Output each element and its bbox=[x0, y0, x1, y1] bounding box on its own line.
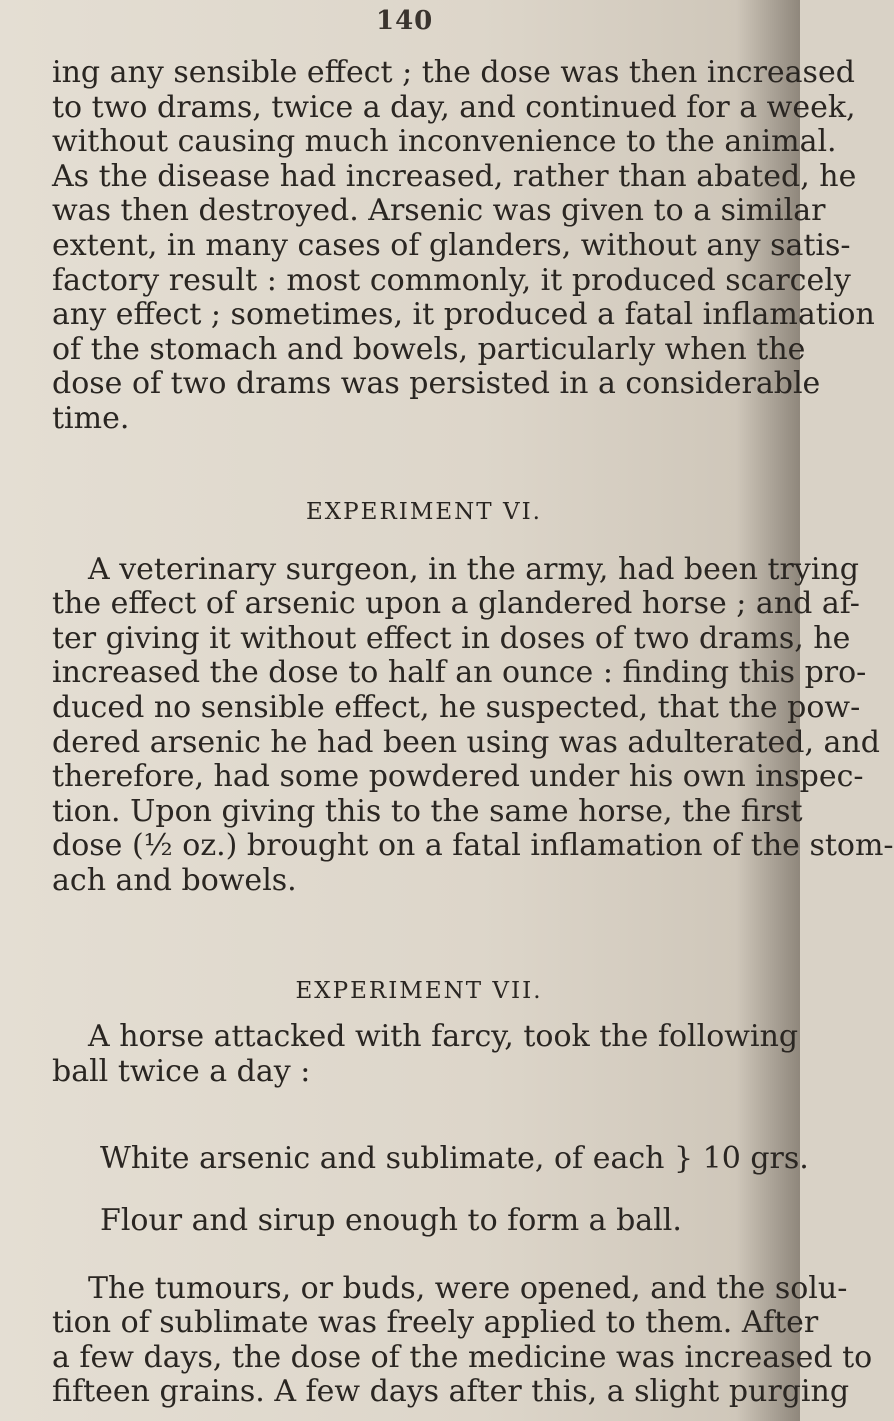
paragraph-experiment-vi bbox=[52, 551, 894, 899]
text-line: The tumours, or buds, were opened, and the solu- bbox=[88, 1270, 848, 1306]
text-line: any effect ; sometimes, it produced a fatal inflamation bbox=[52, 297, 875, 333]
text-line: fifteen grains. A few days after this, a slight purging bbox=[52, 1374, 850, 1410]
text-line: ach and bowels. bbox=[52, 862, 297, 898]
paragraph-treatment bbox=[52, 1270, 873, 1410]
recipe-block bbox=[100, 1140, 809, 1238]
heading-experiment-vii: EXPERIMENT VII. bbox=[295, 978, 543, 1005]
paragraph-continuation bbox=[52, 55, 875, 437]
text-line: factory result : most commonly, it produced scarcely bbox=[52, 262, 851, 298]
text-line: dose of two drams was persisted in a considerable bbox=[52, 366, 821, 402]
text-line: of the stomach and bowels, particularly when the bbox=[52, 331, 806, 367]
text-line: dose (½ oz.) brought on a fatal inflamation of the stom- bbox=[52, 828, 894, 864]
text-line: was then destroyed. Arsenic was given to a similar bbox=[52, 193, 826, 229]
text-line: tion. Upon giving this to the same horse, the first bbox=[52, 793, 803, 829]
text-line: ball twice a day : bbox=[52, 1054, 311, 1090]
text-line: to two drams, twice a day, and continued for a week, bbox=[52, 89, 856, 125]
text-line: the effect of arsenic upon a glandered horse ; and af- bbox=[52, 586, 860, 622]
text-line: therefore, had some powdered under his own inspec- bbox=[52, 759, 864, 795]
text-line: increased the dose to half an ounce : finding this pro- bbox=[52, 655, 867, 691]
paragraph-experiment-vii bbox=[52, 1019, 799, 1090]
text-line: ter giving it without effect in doses of two drams, he bbox=[52, 620, 851, 656]
text-line: As the disease had increased, rather than abated, he bbox=[52, 158, 857, 194]
text-line: tion of sublimate was freely applied to them. After bbox=[52, 1305, 819, 1341]
heading-experiment-vi: EXPERIMENT VI. bbox=[306, 498, 542, 525]
text-line: ing any sensible effect ; the dose was then increased bbox=[52, 55, 855, 90]
recipe-line: White arsenic and sublimate, of each } 10 grs. bbox=[100, 1140, 809, 1176]
text-line: a few days, the dose of the medicine was increased to bbox=[52, 1339, 873, 1375]
text-line: dered arsenic he had been using was adulterated, and bbox=[52, 724, 880, 760]
text-line: extent, in many cases of glanders, without any satis- bbox=[52, 227, 851, 263]
page-number: 140 bbox=[376, 6, 434, 36]
recipe-line: Flour and sirup enough to form a ball. bbox=[100, 1202, 682, 1238]
text-line: without causing much inconvenience to the animal. bbox=[52, 124, 837, 160]
text-line: duced no sensible effect, he suspected, that the pow- bbox=[52, 689, 861, 725]
text-line: time. bbox=[52, 400, 130, 436]
text-line: A horse attacked with farcy, took the following bbox=[88, 1019, 799, 1055]
text-line: A veterinary surgeon, in the army, had been trying bbox=[88, 551, 859, 587]
